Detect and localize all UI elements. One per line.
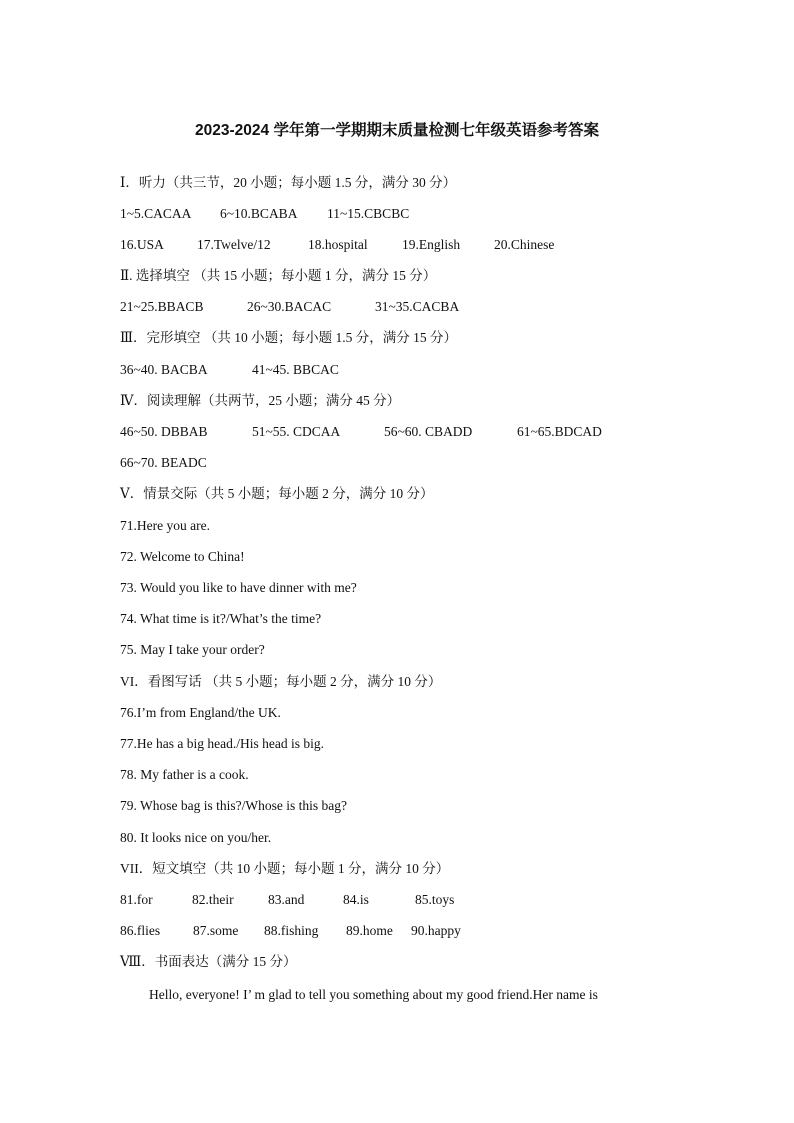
answer-sentence: 72. Welcome to China! [120,549,245,564]
answer-item: 86.flies [120,923,161,938]
answer-sentence: 71.Here you are. [120,518,210,533]
answer-group: 41~45. BBCAC [252,362,339,377]
answer-item: 18.hospital [308,237,368,252]
answer-item: 17.Twelve/12 [197,237,271,252]
answer-item: 81.for [120,892,153,907]
answer-group: 31~35.CACBA [375,299,460,314]
answer-item: 20.Chinese [494,237,555,252]
answer-sentence: 73. Would you like to have dinner with me? [120,580,357,595]
answer-item: 88.fishing [264,923,319,938]
answer-item: 87.some [193,923,239,938]
answer-item: 85.toys [415,892,455,907]
sample-essay-paragraph: Hello, everyone! I’ m glad to tell you something about my good friend.Her name is [149,987,598,1002]
answer-sentence: 76.I’m from England/the UK. [120,705,281,720]
section-7-heading: VII．短文填空（共 10 小题；每小题 1 分，满分 10 分） [120,861,450,876]
answer-group: 56~60. CBADD [384,424,473,439]
answer-group: 21~25.BBACB [120,299,204,314]
answer-group: 61~65.BDCAD [517,424,602,439]
answer-item: 83.and [268,892,305,907]
answer-item: 82.their [192,892,234,907]
answer-group: 66~70. BEADC [120,455,207,470]
section-6-heading: VI．看图写话 （共 5 小题；每小题 2 分，满分 10 分） [120,674,442,689]
answer-sentence: 78. My father is a cook. [120,767,249,782]
answer-group: 46~50. DBBAB [120,424,208,439]
answer-item: 16.USA [120,237,164,252]
section-3-heading: Ⅲ．完形填空 （共 10 小题；每小题 1.5 分，满分 15 分） [120,330,458,345]
answer-sentence: 77.He has a big head./His head is big. [120,736,324,751]
answer-group: 26~30.BACAC [247,299,332,314]
answer-sentence: 74. What time is it?/What’s the time? [120,611,322,626]
answer-sentence: 79. Whose bag is this?/Whose is this bag? [120,798,347,813]
answer-item: 19.English [402,237,461,252]
section-5-heading: Ⅴ．情景交际（共 5 小题；每小题 2 分，满分 10 分） [120,486,434,501]
section-1-heading: Ⅰ．听力（共三节，20 小题；每小题 1.5 分，满分 30 分） [120,175,457,190]
answer-group: 11~15.CBCBC [327,206,410,221]
answer-group: 51~55. CDCAA [252,424,341,439]
answer-group: 36~40. BACBA [120,362,208,377]
answer-group: 6~10.BCABA [220,206,298,221]
answer-item: 90.happy [411,923,461,938]
section-8-heading: Ⅷ．书面表达（满分 15 分） [120,954,297,969]
section-4-heading: Ⅳ．阅读理解（共两节，25 小题；满分 45 分） [120,393,401,408]
answer-sentence: 75. May I take your order? [120,642,265,657]
page-title: 2023-2024 学年第一学期期末质量检测七年级英语参考答案 [195,122,599,139]
answer-item: 84.is [343,892,369,907]
answer-group: 1~5.CACAA [120,206,192,221]
section-2-heading: Ⅱ. 选择填空 （共 15 小题；每小题 1 分，满分 15 分） [120,268,437,283]
answer-sentence: 80. It looks nice on you/her. [120,830,272,845]
answer-item: 89.home [346,923,393,938]
